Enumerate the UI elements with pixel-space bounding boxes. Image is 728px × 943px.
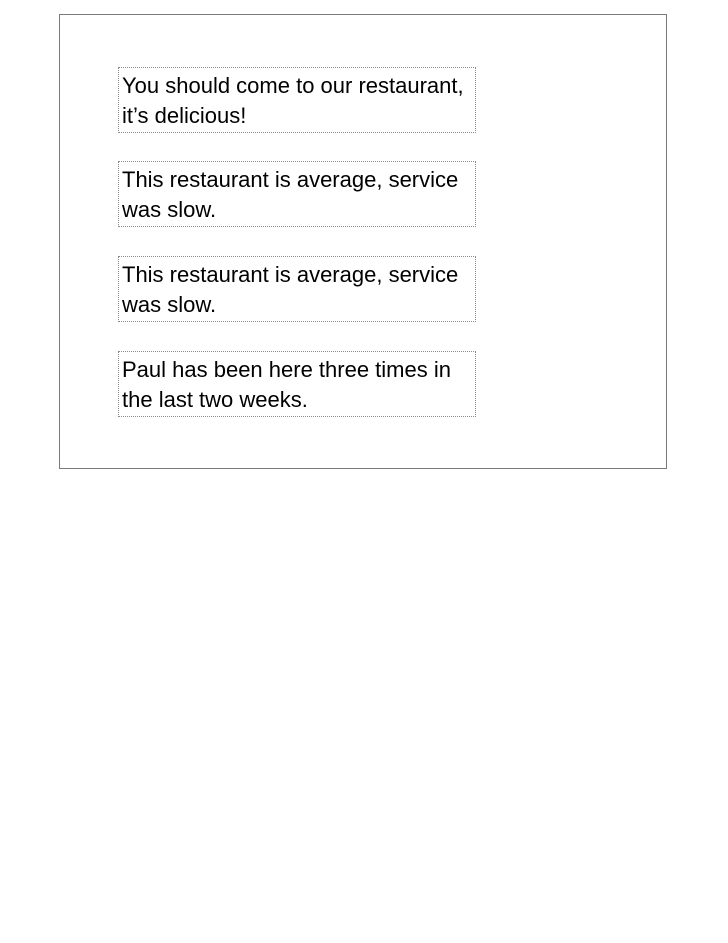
text-box-1 (118, 67, 476, 133)
text-box-3-text: This restaurant is average, service was slow. (122, 262, 459, 317)
text-box-1-text: You should come to our restaurant, it’s delicious! (122, 73, 464, 128)
text-box-3 (118, 256, 476, 322)
text-box-2 (118, 161, 476, 227)
text-box-4-text: Paul has been here three times in the last two weeks. (122, 357, 451, 412)
text-box-2-text: This restaurant is average, service was slow. (122, 167, 459, 222)
text-box-4 (118, 351, 476, 417)
slide-frame (59, 14, 667, 469)
